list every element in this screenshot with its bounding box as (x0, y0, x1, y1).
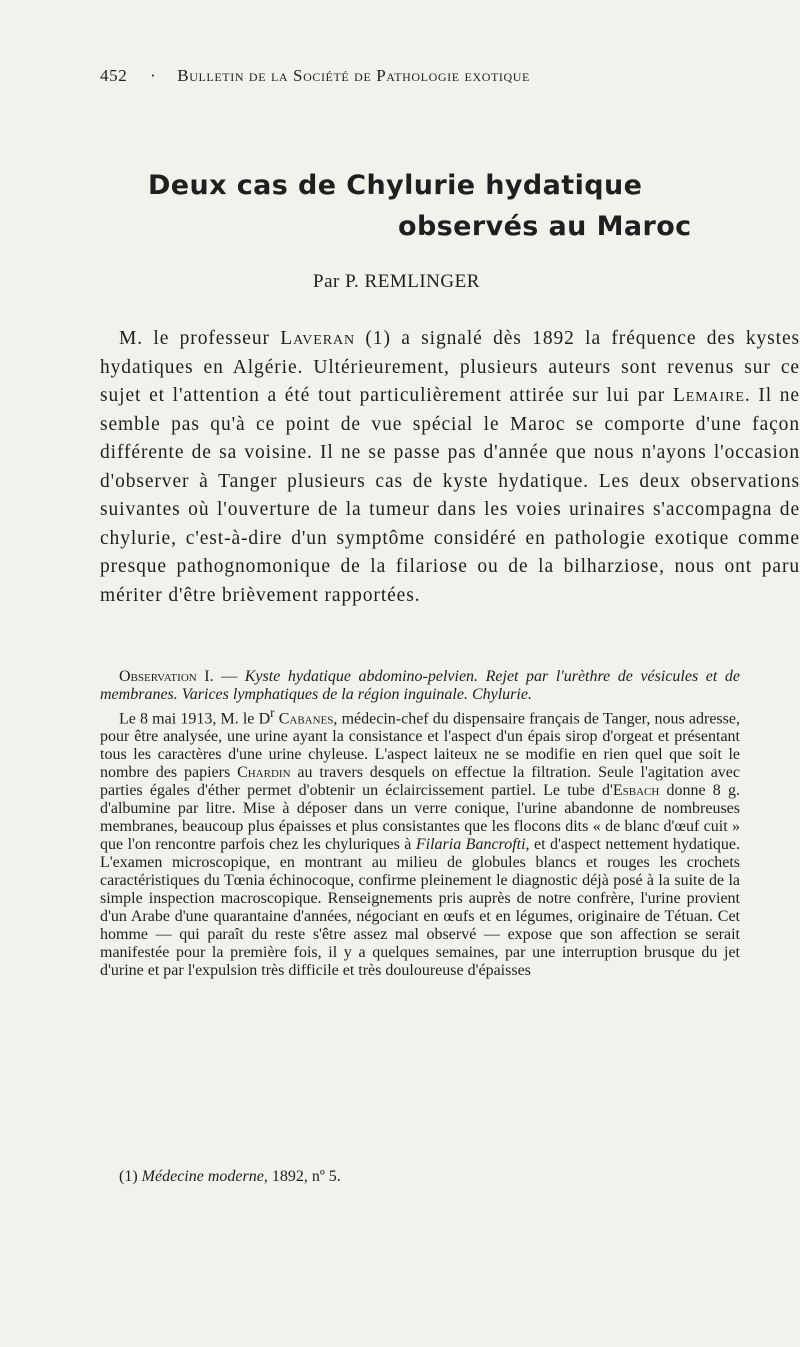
intro-text-2: (1) a signalé dès 1892 la fréquence des kystes hydatiques en Algérie. Ultérieurement, plusieurs auteurs sont revenus sur ce sujet et l'attention a été tout particulièrement attirée sur lui par (100, 328, 800, 406)
footnote (119, 1168, 341, 1186)
intro-text-1: M. le professeur (119, 328, 281, 349)
footnote-details: , 1892, nº 5. (263, 1168, 341, 1185)
observation-dash: — (213, 668, 245, 685)
obs-text-1: Le 8 mai 1913, M. le D (119, 710, 271, 728)
footnote-marker: (1) (119, 1168, 142, 1185)
article-title-line2: observés au Maroc (398, 211, 692, 242)
footnote-source: Médecine moderne (141, 1168, 264, 1185)
obs-text-5: , et d'aspect nettement hydatique. L'examen microscopique, en montrant au milieu de globules blancs et rouges les crochets caractéristiques du Tœnia échinocoque, confirme pleinement le diagnostic déjà posé à la suite de la simple inspection macroscopique. Renseignements pris auprès de notre confrère, l'urine provient d'un Arabe d'une quarantaine d'années, négociant en œufs et en légumes, originaire de Tétuan. Cet homme — qui paraît du reste s'être assez mal observé — expose que son affection se serait manifestée pour la première fois, il y a quelques semaines, par une interruption brusque du jet d'urine et par l'expulsion très difficile et très douloureuse d'épaisses (100, 836, 741, 980)
species-filaria: Filaria Bancrofti (415, 836, 526, 854)
obs-text-4: donne 8 g. d'albumine par litre. Mise à déposer dans un verre conique, l'urine abandonne de nombreuses membranes, beaucoup plus épaisses et plus consistantes que les flocons dits « de blanc d'œuf cuit » que l'on rencontre parfois chez les chyluriques à (100, 782, 740, 854)
name-cabanes: Cabanes (278, 710, 334, 728)
article-title-line1: Deux cas de Chylurie hydatique (148, 170, 643, 201)
obs-text-3: au travers desquels on effectue la filtration. Seule l'agitation avec parties égales d'éther permet d'obtenir un éclaircissement partiel. Le tube d' (100, 764, 740, 800)
author-name-laveran: Laveran (280, 328, 356, 349)
name-chardin: Chardin (237, 764, 291, 782)
running-header (100, 66, 720, 86)
intro-paragraph (100, 325, 800, 610)
observation-heading (100, 668, 740, 704)
header-separator: · (150, 66, 157, 85)
dr-superscript: r (270, 705, 275, 720)
observation-heading-text: Kyste hydatique abdomino-pelvien. Rejet par l'urèthre de vésicules et de membranes. Varices lymphatiques de la région inguinale. Chylurie. (100, 668, 740, 703)
observation-body (100, 704, 740, 980)
article-author: Par P. REMLINGER (313, 271, 480, 292)
page-number: 452 (100, 66, 128, 85)
observation-section (100, 668, 740, 980)
obs-text-2: , médecin-chef du dispensaire français de Tanger, nous adresse, pour être analysée, une urine ayant la consistance et l'aspect d'un épais sirop d'orgeat et présentant tous les caractères d'une urine chyleuse. L'aspect laiteux ne se modifie en rien quel que soit le nombre des papiers (100, 710, 740, 782)
intro-text-3: . Il ne semble pas qu'à ce point de vue spécial le Maroc se comporte d'une façon différente de sa voisine. Il ne se passe pas d'année que nous n'ayons l'occasion d'observer à Tanger plusieurs cas de kyste hydatique. Les deux observations suivantes où l'ouverture de la tumeur dans les voies urinaires s'accompagna de chylurie, c'est-à-dire d'un symptôme considéré en pathologie exotique comme presque pathognomonique de la filariose ou de la bilharziose, nous ont paru mériter d'être brièvement rapportées. (100, 385, 800, 606)
journal-title: Bulletin de la Société de Pathologie exotique (177, 66, 530, 85)
author-name-lemaire: Lemaire (672, 385, 745, 406)
observation-label: Observation I. (119, 668, 214, 685)
name-esbach: Esbach (612, 782, 660, 800)
